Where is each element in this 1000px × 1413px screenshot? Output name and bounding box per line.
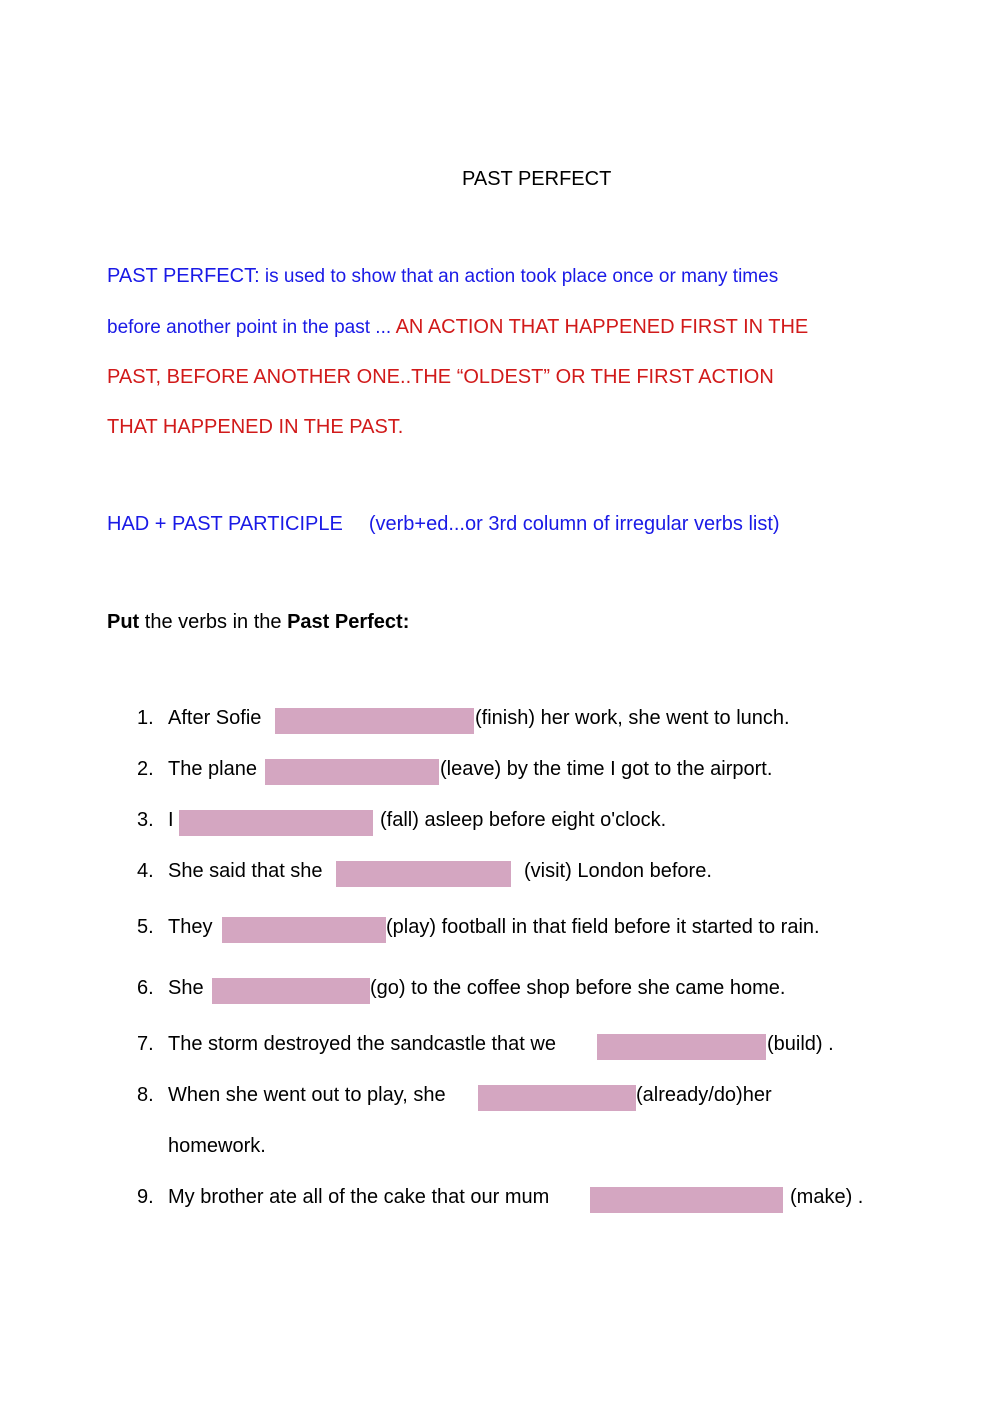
exercise-text-after: (already/do)her [636,1084,772,1106]
answer-blank-3[interactable] [179,810,373,836]
formula [107,513,780,536]
exercise-number: 7. [137,1033,154,1055]
definition-emphasis-1: AN ACTION THAT HAPPENED FIRST IN THE [391,316,809,338]
exercise-number: 6. [137,977,154,999]
exercise-text-before: She [168,977,204,999]
exercise-text-before: When she went out to play, she [168,1084,446,1106]
exercise-text-after: (make) . [790,1186,864,1208]
definition-emphasis-2: PAST, BEFORE ANOTHER ONE..THE “OLDEST” OR THE FIRST ACTION [107,366,774,388]
exercise-text-before: She said that she [168,860,323,882]
exercise-text-before: They [168,916,213,938]
exercise-number: 1. [137,707,154,729]
exercise-text-after: (go) to the coffee shop before she came home. [370,977,786,999]
definition-line-2 [107,316,808,339]
exercise-number: 2. [137,758,154,780]
page-title: PAST PERFECT [462,168,612,190]
definition-text-2: before another point in the past ... [107,317,392,338]
answer-blank-5[interactable] [222,917,386,943]
exercise-number: 8. [137,1084,154,1106]
exercise-text-before: After Sofie [168,707,262,729]
exercise-text-after: (finish) her work, she went to lunch. [475,707,790,729]
definition-line-4 [107,416,403,439]
instruction-put: Put [107,611,140,633]
instruction-tense: Past Perfect: [287,611,410,633]
exercise-text-before: My brother ate all of the cake that our mum [168,1186,550,1208]
exercise-number: 5. [137,916,154,938]
exercise-number: 4. [137,860,154,882]
exercise-text-continuation: homework. [168,1135,266,1157]
answer-blank-8[interactable] [478,1085,636,1111]
definition-line-1 [107,265,778,288]
exercise-text-after: (fall) asleep before eight o'clock. [380,809,667,831]
exercise-text-before: I [168,809,174,831]
answer-blank-1[interactable] [275,708,474,734]
exercise-text-after: (leave) by the time I got to the airport. [440,758,773,780]
answer-blank-7[interactable] [597,1034,766,1060]
instruction [107,611,409,634]
definition-line-3 [107,366,774,389]
exercise-text-after: (play) football in that field before it started to rain. [386,916,820,938]
exercise-text-before: The storm destroyed the sandcastle that we [168,1033,556,1055]
exercise-number: 3. [137,809,154,831]
definition-text-1: is used to show that an action took place once or many times [259,266,779,287]
formula-note: (verb+ed...or 3rd column of irregular verbs list) [368,513,780,535]
answer-blank-9[interactable] [590,1187,783,1213]
instruction-middle: the verbs in the [139,611,288,633]
definition-label: PAST PERFECT: [107,265,260,287]
exercise-text-before: The plane [168,758,257,780]
exercise-number: 9. [137,1186,154,1208]
answer-blank-2[interactable] [265,759,439,785]
formula-main: HAD + PAST PARTICIPLE [107,513,343,535]
answer-blank-6[interactable] [212,978,370,1004]
exercise-text-after: (visit) London before. [524,860,712,882]
exercise-text-after: (build) . [767,1033,834,1055]
answer-blank-4[interactable] [336,861,511,887]
definition-emphasis-3: THAT HAPPENED IN THE PAST. [107,416,404,438]
